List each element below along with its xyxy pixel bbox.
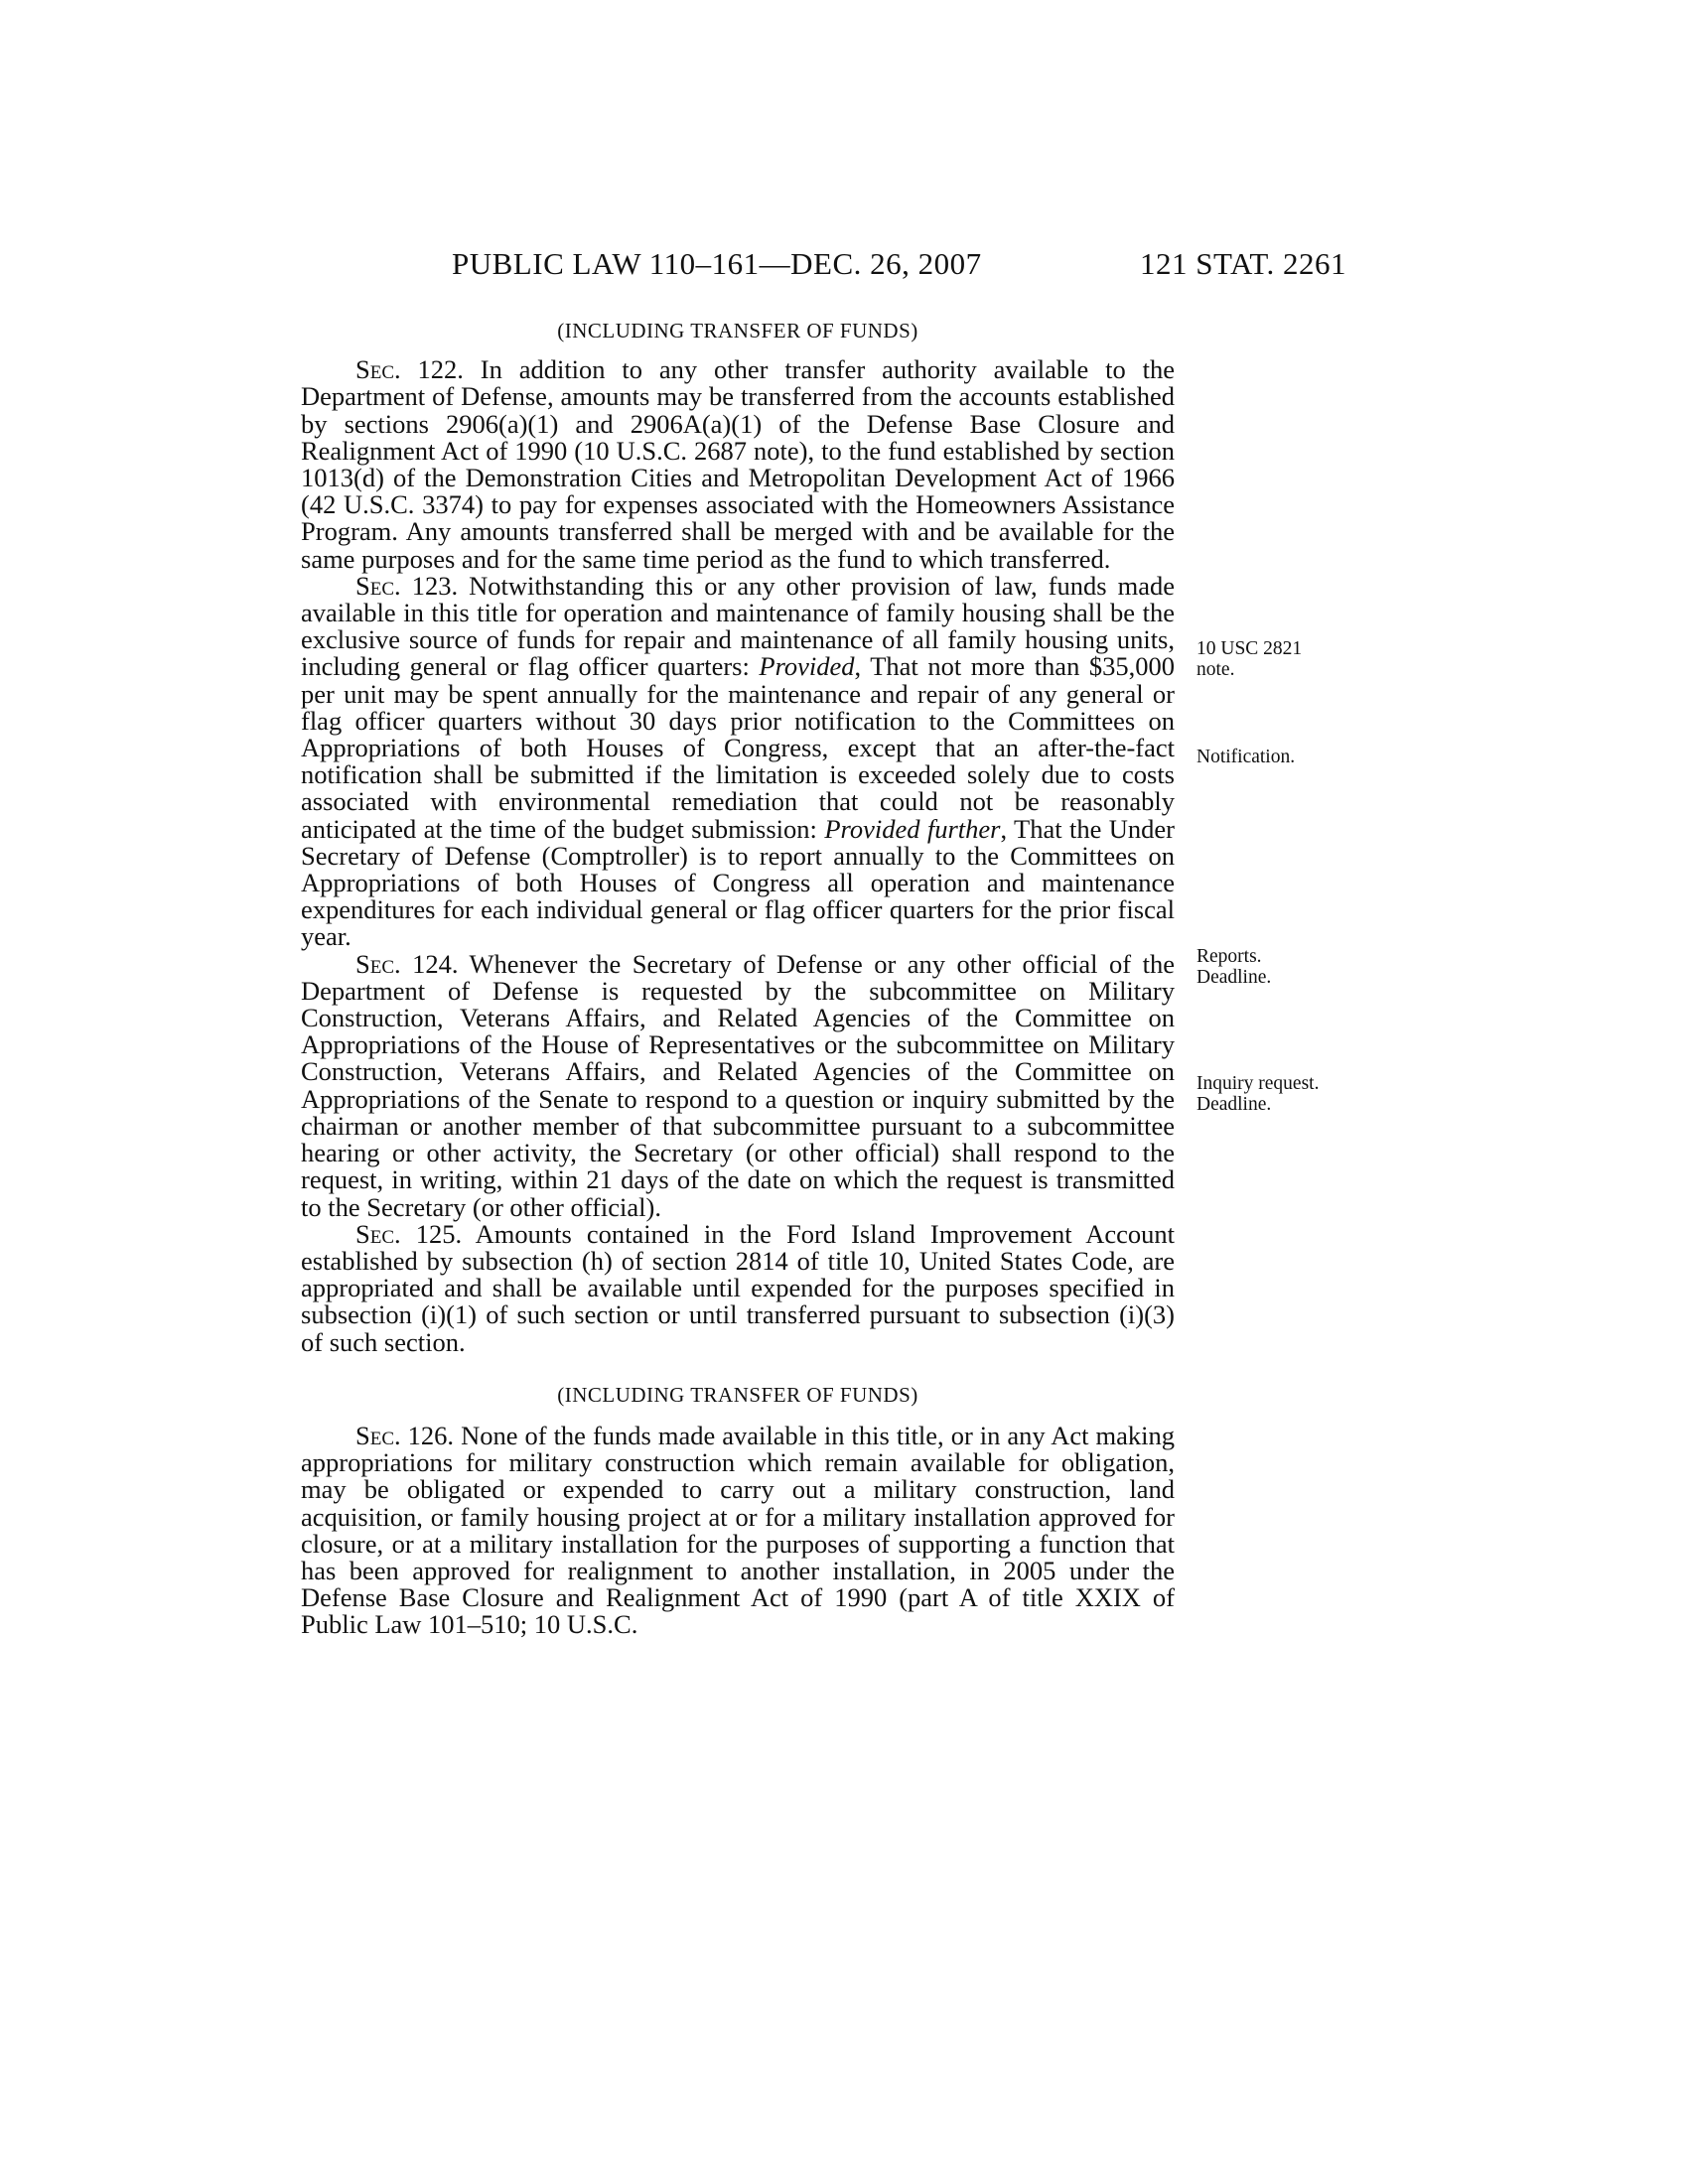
margin-note-inquiry [1196, 1073, 1385, 1115]
subheading-transfer-of-funds: (INCLUDING TRANSFER OF FUNDS) [557, 1382, 918, 1407]
public-law-citation: PUBLIC LAW 110–161—DEC. 26, 2007 [452, 246, 982, 281]
section-text: , That the Under Secretary of Defense (Comptroller) is to report annually to the Committees on Appropriations of both Houses of Congress all operation and maintenance expenditures for each individual general or flag officer quarters for the prior fiscal year. [301, 813, 1176, 952]
section-text: , That not more than $35,000 per unit may be spent annually for the maintenance and repair of any general or flag officer quarters without 30 days prior notification to the Committees on Appropriations of both Houses of Congress, except that an after-the-fact notification shall be submitted if the limitation is exceeded solely due to costs associated with environmental remediation that could not be reasonably anticipated at the time of the budget submission: [301, 651, 1175, 844]
section-label: Sec. [355, 1420, 401, 1450]
margin-note-reports [1196, 946, 1385, 988]
section-label: Sec. [355, 948, 401, 979]
margin-note-line: Notification. [1196, 747, 1296, 767]
statute-page-number: 121 STAT. 2261 [1140, 246, 1347, 281]
margin-note-line: Inquiry request. [1196, 1073, 1320, 1094]
page-header [0, 246, 1688, 286]
proviso-italic: Provided further [824, 813, 1001, 844]
proviso-italic: Provided [759, 651, 855, 682]
section-122 [301, 356, 1175, 573]
margin-note-line: Deadline. [1196, 1094, 1272, 1115]
section-text: 126. None of the funds made available in this title, or in any Act making appropriations for military construction which remain available for obligation, may be obligated or expended to carry out a military construction, land acquisition, or family housing project at or for a military installation approved for closure, or at a military installation for the purposes of supporting a function that has been approved for realignment to another installation, in 2005 under the Defense Base Closure and Realignment Act of 1990 (part A of title XXIX of Public Law 101–510; 10 U.S.C. [301, 1420, 1175, 1640]
margin-note-line: Reports. [1196, 946, 1262, 967]
document-body [301, 318, 1175, 1639]
section-label: Sec. [355, 1218, 401, 1249]
section-125 [301, 1218, 1175, 1357]
section-text: 123. Notwithstanding this or any other provision of law, funds made available in this title for operation and maintenance of family housing shall be the exclusive source of funds for repair and maintenance of all family housing units, including general or flag officer quarters: [301, 570, 1175, 682]
section-124 [301, 948, 1175, 1222]
subheading-transfer-of-funds: (INCLUDING TRANSFER OF FUNDS) [557, 319, 918, 342]
section-text: 122. In addition to any other transfer authority available to the Department of Defense, amounts may be transferred from the accounts established by sections 2906(a)(1) and 2906A(a)(1) of the Defense Base Closure and Realignment Act of 1990 (10 U.S.C. 2687 note), to the fund established by section 1013(d) of the Demonstration Cities and Metropolitan Development Act of 1966 (42 U.S.C. 3374) to pay for expenses associated with the Homeowners Assistance Program. Any amounts transferred shall be merged with and be available for the same purposes and for the same time period as the fund to which transferred. [301, 354, 1175, 574]
margin-note-usc-citation [1196, 638, 1385, 680]
margin-note-notification [1196, 747, 1385, 767]
margin-note-line: note. [1196, 659, 1235, 680]
margin-note-line: Deadline. [1196, 967, 1272, 988]
section-label: Sec. [355, 354, 401, 385]
section-text: 124. Whenever the Secretary of Defense or any other official of the Department of Defense is requested by the subcommittee on Military Construction, Veterans Affairs, and Related Agencies of the Committee on Appropriations of the House of Representatives or the subcommittee on Military Construction, Veterans Affairs, and Related Agencies of the Committee on Appropriations of the Senate to respond to a question or inquiry submitted by the chairman or another member of that subcommittee pursuant to a subcommittee hearing or other activity, the Secretary (or other official) shall respond to the request, in writing, within 21 days of the date on which the request is transmitted to the Secretary (or other official). [301, 948, 1175, 1222]
section-text: 125. Amounts contained in the Ford Island Improvement Account established by subsection (h) of section 2814 of title 10, United States Code, are appropriated and shall be available until expended for the purposes specified in subsection (i)(1) of such section or until transferred pursuant to subsection (i)(3) of such section. [301, 1218, 1175, 1357]
margin-note-line: 10 USC 2821 [1196, 638, 1303, 659]
section-123 [301, 570, 1176, 952]
section-126 [301, 1420, 1175, 1640]
section-label: Sec. [355, 570, 401, 601]
